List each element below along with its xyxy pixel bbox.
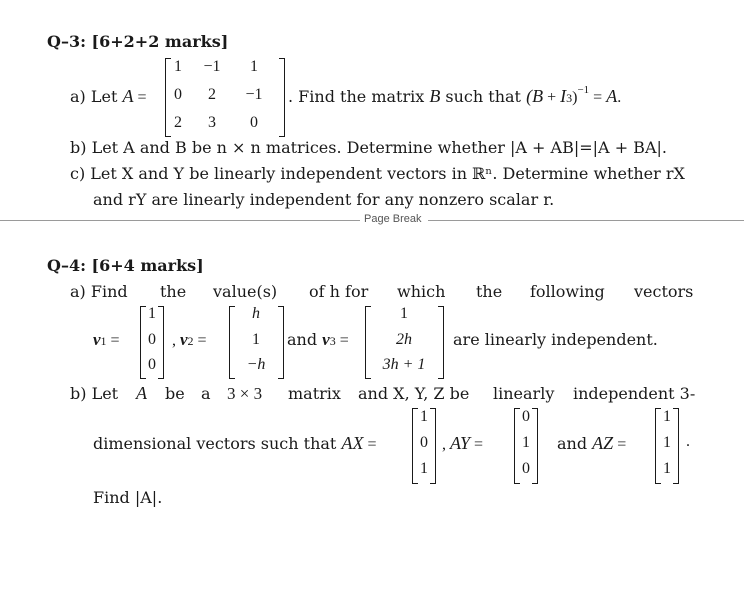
vector-entry: 0 bbox=[420, 434, 428, 451]
q3a-text: . Find the matrix B such that $(B + I3)^{-1} = A$. bbox=[288, 84, 622, 106]
vector-entry: 0 bbox=[148, 356, 156, 373]
matrix-cell: 2 bbox=[174, 114, 182, 131]
q4b-word: b) Let bbox=[70, 384, 119, 403]
q4a-word: vectors bbox=[634, 282, 694, 301]
q4b-word: A bbox=[136, 383, 147, 403]
matrix-cell: 0 bbox=[250, 114, 258, 131]
q4a-word: following bbox=[530, 282, 605, 301]
matrix-cell: 3 bbox=[208, 114, 216, 131]
vector-entry: 1 bbox=[400, 305, 408, 322]
vector-entry: 0 bbox=[148, 331, 156, 348]
q4b-word: be bbox=[165, 384, 185, 403]
vector-entry: 1 bbox=[252, 331, 260, 348]
vector-entry: h bbox=[252, 305, 260, 322]
page-break-line-right bbox=[428, 220, 744, 221]
q3-heading: Q–3: [6+2+2 marks] bbox=[47, 32, 229, 51]
q4b-word: independent 3- bbox=[573, 384, 696, 403]
page-break-label: Page Break bbox=[364, 213, 422, 225]
q4a-word: the bbox=[160, 282, 187, 301]
q4a-word: of h for bbox=[309, 282, 369, 301]
q4b-word: matrix bbox=[288, 384, 341, 403]
matrix-cell: −1 bbox=[203, 58, 221, 75]
vector-entry: 1 bbox=[663, 434, 671, 451]
q4b-word: a bbox=[201, 384, 211, 403]
page-break-line-left bbox=[0, 220, 360, 221]
matrix-cell: 1 bbox=[174, 58, 182, 75]
q4b-find: Find |A|. bbox=[93, 488, 163, 507]
matrix-cell: 0 bbox=[174, 86, 182, 103]
q4a-word: a) Find bbox=[70, 282, 128, 301]
matrix-cell: −1 bbox=[245, 86, 263, 103]
q4b-word: linearly bbox=[493, 384, 555, 403]
q4a-word: value(s) bbox=[213, 282, 278, 301]
q3c-text: c) Let X and Y be linearly independent vectors in ℝⁿ. Determine whether rX bbox=[70, 164, 685, 183]
period: . bbox=[686, 433, 690, 450]
q4a-word: the bbox=[476, 282, 503, 301]
vector-entry: 2h bbox=[396, 331, 412, 348]
v3-label: and v3 = bbox=[287, 330, 349, 349]
matrix-cell: 1 bbox=[250, 58, 258, 75]
vector-entry: 1 bbox=[420, 460, 428, 477]
q4a-word: which bbox=[397, 282, 446, 301]
vector-entry: −h bbox=[246, 356, 266, 373]
q4a-tail: are linearly independent. bbox=[453, 330, 658, 349]
q3a-label: a) Let A = bbox=[70, 86, 147, 106]
vector-entry: 1 bbox=[663, 460, 671, 477]
q4b-word: and X, Y, Z be bbox=[358, 384, 470, 403]
q3c-text-cont: and rY are linearly independent for any nonzero scalar r. bbox=[93, 190, 555, 209]
vector-entry: 3h + 1 bbox=[382, 356, 426, 373]
vector-entry: 0 bbox=[522, 460, 530, 477]
vector-entry: 0 bbox=[522, 408, 530, 425]
matrix-cell: 2 bbox=[208, 86, 216, 103]
vector-entry: 1 bbox=[663, 408, 671, 425]
q4b-word: 3 × 3 bbox=[227, 384, 263, 403]
az-label: and AZ = bbox=[557, 433, 627, 453]
v1-label: v1 = bbox=[93, 330, 120, 349]
vector-entry: 1 bbox=[522, 434, 530, 451]
vector-entry: 1 bbox=[148, 305, 156, 322]
q4b-text: dimensional vectors such that AX = bbox=[93, 433, 377, 453]
v2-label: , v2 = bbox=[172, 330, 207, 349]
vector-entry: 1 bbox=[420, 408, 428, 425]
ay-label: , AY = bbox=[442, 433, 484, 453]
q3b-text: b) Let A and B be n × n matrices. Determine whether |A + AB|=|A + BA|. bbox=[70, 138, 667, 157]
q4-heading: Q–4: [6+4 marks] bbox=[47, 256, 204, 275]
